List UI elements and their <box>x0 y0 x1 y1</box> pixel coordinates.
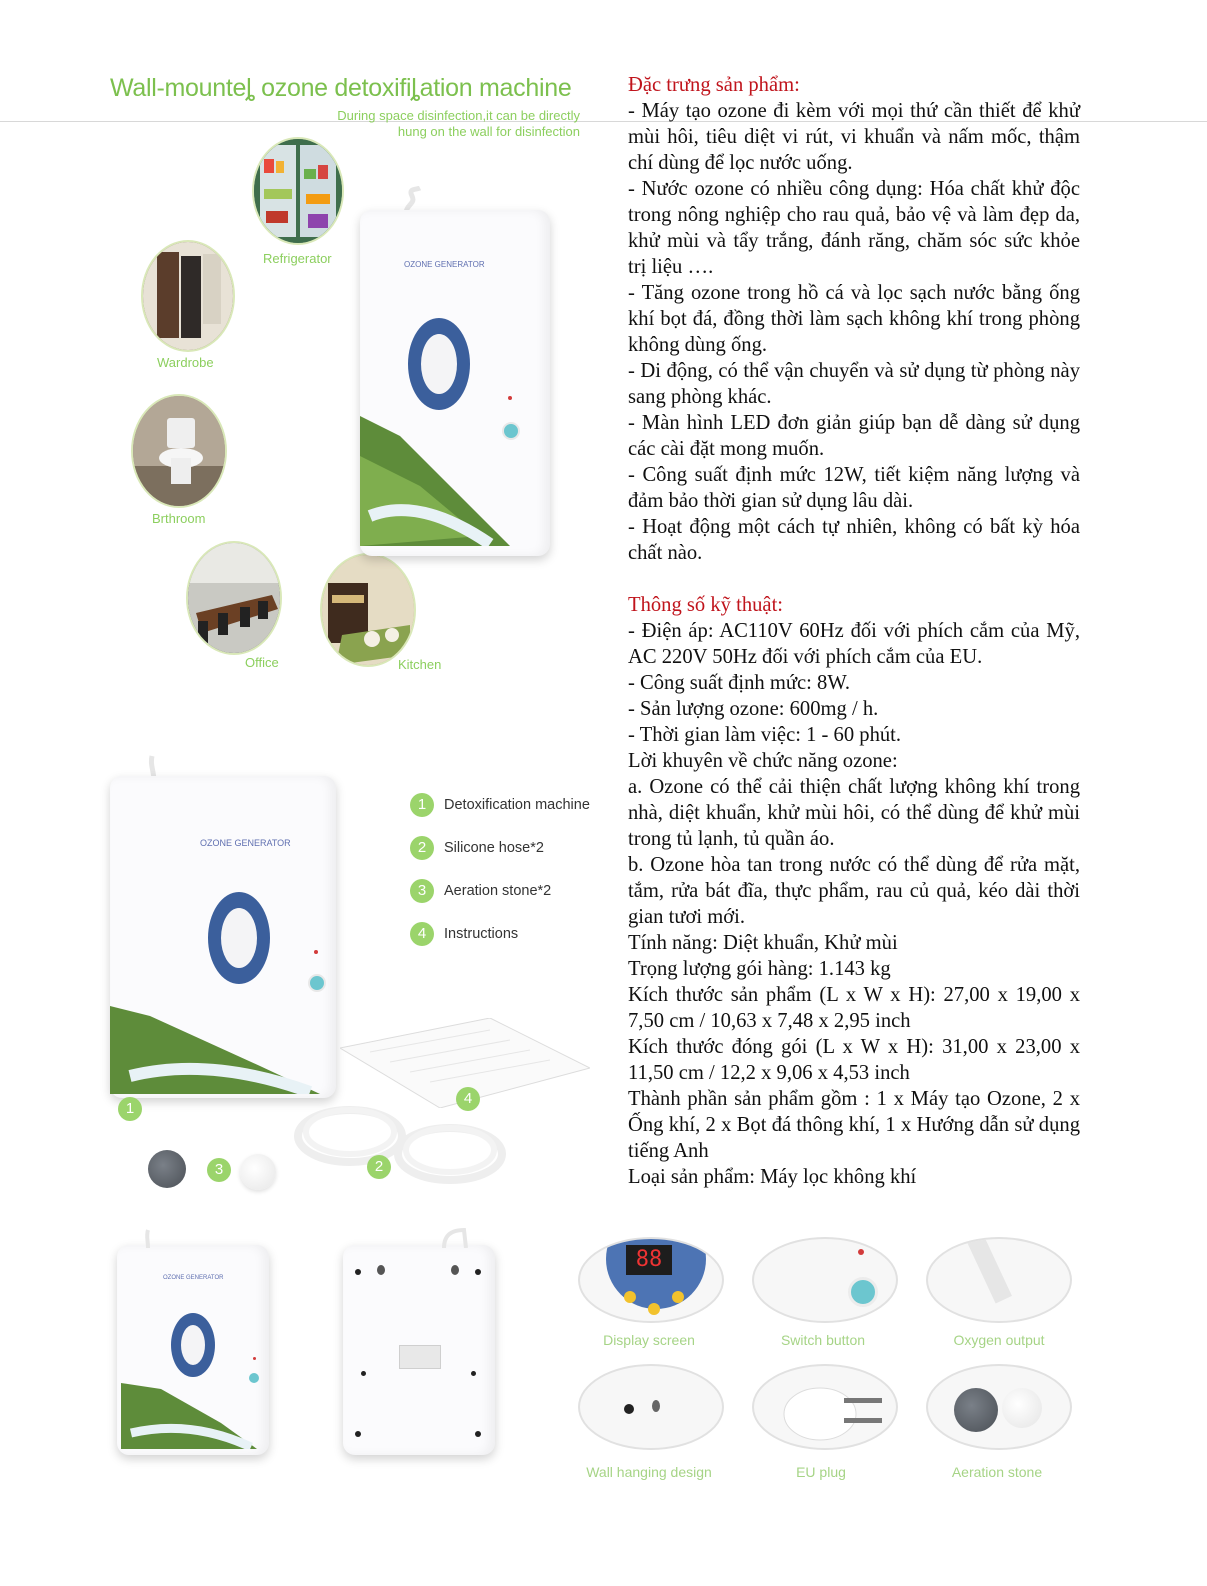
item-label: Instructions <box>444 926 519 942</box>
item-number-badge: 3 <box>207 1158 231 1182</box>
panel-subtitle: During space disinfection,it can be directly hung on the wall for disinfection <box>337 108 580 139</box>
kitchen-image <box>320 553 416 667</box>
spec-paragraph: - Công suất định mức: 8W. <box>628 672 851 694</box>
aeration-stone-white-image <box>240 1154 276 1190</box>
aeration-stone-gray-image <box>148 1150 186 1188</box>
spec-paragraph: a. Ozone có thể cải thiện chất lượng không khí trong nhà, diệt khuẩn, khử mùi hôi, có thể dùng để khử mùi trong tủ lạnh, tủ quần áo. <box>628 776 1080 850</box>
switch-button-image <box>752 1237 898 1323</box>
item-number-badge: 1 <box>410 793 434 817</box>
device-brand-label: OZONE GENERATOR <box>163 1275 224 1281</box>
device-switch-icon <box>308 974 326 992</box>
bathroom-image <box>131 394 227 508</box>
device-dial-icon <box>171 1313 215 1377</box>
power-cord-icon <box>440 1226 470 1248</box>
features-heading: Đặc trưng sản phẩm: <box>628 74 800 96</box>
spec-paragraph: - Thời gian làm việc: 1 - 60 phút. <box>628 724 902 746</box>
spec-paragraph: b. Ozone hòa tan trong nước có thể dùng để rửa mặt, tắm, rửa bát đĩa, thực phẩm, rau củ quả, kéo dài thời gian tươi mới. <box>628 854 1080 928</box>
power-cord-icon <box>140 1228 160 1248</box>
ozone-generator-device-image <box>110 776 336 1098</box>
feature-paragraph: - Máy tạo ozone đi kèm với mọi thứ cần thiết để khử mùi hôi, tiêu diệt vi rút, vi khuẩn và nấm mốc, thậm chí dùng để lọc nước uống. <box>628 100 1080 174</box>
aeration-stone-label: Aeration stone <box>951 1464 1043 1480</box>
kitchen-label: Kitchen <box>398 657 442 672</box>
wall-hanging-design-label: Wall hanging design <box>586 1464 712 1480</box>
spec-paragraph: Kích thước sản phẩm (L x W x H): 27,00 x 19,00 x 7,50 cm / 10,63 x 7,48 x 2,95 inch <box>628 984 1080 1032</box>
spec-paragraph: Thành phần sản phẩm gồm : 1 x Máy tạo Ozone, 2 x Ống khí, 2 x Bọt đá thông khí, 1 x Hướng dẫn sử dụng tiếng Anh <box>628 1088 1080 1162</box>
item-number-badge: 1 <box>118 1097 142 1121</box>
refrigerator-label: Refrigerator <box>263 251 332 266</box>
panel-title: Wall-mounteȴ ozone detoxifiȴation machine <box>110 74 572 102</box>
spec-paragraph: - Sản lượng ozone: 600mg / h. <box>628 698 879 720</box>
aeration-stone-image <box>926 1364 1072 1450</box>
wardrobe-image <box>141 240 235 352</box>
item-label: Detoxification machine <box>444 797 590 813</box>
device-switch-icon <box>249 1373 259 1383</box>
led-display: 88 <box>626 1245 672 1275</box>
spec-paragraph: Kích thước đóng gói (L x W x H): 31,00 x 23,00 x 11,50 cm / 12,2 x 9,06 x 4,53 inch <box>628 1036 1080 1084</box>
eu-plug-image <box>752 1364 898 1450</box>
device-landscape-decal <box>110 1006 320 1094</box>
item-number-badge: 2 <box>367 1155 391 1179</box>
display-screen-label: Display screen <box>603 1332 695 1348</box>
bathroom-label: Brthroom <box>152 511 206 526</box>
item-label: Silicone hose*2 <box>444 840 544 856</box>
silicone-hose-image <box>290 1096 510 1192</box>
device-indicator-light-icon <box>253 1357 256 1360</box>
feature-paragraph: - Công suất định mức 12W, tiết kiệm năng lượng và đảm bảo thời gian sử dụng lâu dài. <box>628 464 1080 512</box>
device-dial-icon <box>408 318 470 410</box>
device-brand-label: OZONE GENERATOR <box>404 260 485 269</box>
item-number-badge: 4 <box>410 922 434 946</box>
feature-paragraph: - Hoạt động một cách tự nhiên, không có bất kỳ hóa chất nào. <box>628 516 1080 564</box>
product-description-text <box>628 72 1080 1190</box>
spec-paragraph: Lời khuyên về chức năng ozone: <box>628 750 898 772</box>
refrigerator-image <box>252 137 344 245</box>
device-dial-icon <box>208 892 270 984</box>
eu-plug-label: EU plug <box>796 1464 846 1480</box>
oxygen-output-label: Oxygen output <box>953 1332 1045 1348</box>
office-label: Office <box>245 655 279 670</box>
device-brand-label: OZONE GENERATOR <box>200 838 291 848</box>
spec-paragraph: Loại sản phẩm: Máy lọc không khí <box>628 1166 917 1188</box>
item-number-badge: 2 <box>410 836 434 860</box>
spec-paragraph: Trọng lượng gói hàng: 1.143 kg <box>628 958 891 980</box>
item-number-badge: 4 <box>456 1087 480 1111</box>
item-label: Aeration stone*2 <box>444 883 552 899</box>
office-image <box>186 541 282 655</box>
feature-paragraph: - Nước ozone có nhiều công dụng: Hóa chất khử độc trong nông nghiệp cho rau quả, bảo vệ và làm đẹp da, khử mùi và tẩy trắng, đánh răng, chăm sóc sức khỏe trị liệu …. <box>628 178 1080 278</box>
item-number-badge: 3 <box>410 879 434 903</box>
wardrobe-label: Wardrobe <box>157 355 214 370</box>
switch-button-label: Switch button <box>780 1332 866 1348</box>
spec-paragraph: Tính năng: Diệt khuẩn, Khử mùi <box>628 932 898 954</box>
device-landscape-decal <box>360 416 510 546</box>
device-landscape-decal <box>121 1383 257 1449</box>
wall-hanging-design-image <box>578 1364 724 1450</box>
oxygen-output-image <box>926 1237 1072 1323</box>
specs-heading: Thông số kỹ thuật: <box>628 594 784 616</box>
feature-paragraph: - Di động, có thể vận chuyển và sử dụng từ phòng này sang phòng khác. <box>628 360 1080 408</box>
feature-paragraph: - Màn hình LED đơn giản giúp bạn dễ dàng sử dụng các cài đặt mong muốn. <box>628 412 1080 460</box>
device-back-view-image <box>343 1245 495 1455</box>
ozone-generator-device-image <box>360 210 550 556</box>
display-screen-image <box>578 1237 724 1323</box>
feature-paragraph: - Tăng ozone trong hồ cá và lọc sạch nước bằng ống khí bọt đá, đồng thời làm sạch không khí trong phòng không dùng ống. <box>628 282 1080 356</box>
spec-paragraph: - Điện áp: AC110V 60Hz đối với phích cắm của Mỹ, AC 220V 50Hz đối với phích cắm của EU. <box>628 620 1080 668</box>
device-indicator-light-icon <box>314 950 318 954</box>
device-front-view-image <box>117 1245 269 1455</box>
device-indicator-light-icon <box>508 396 512 400</box>
